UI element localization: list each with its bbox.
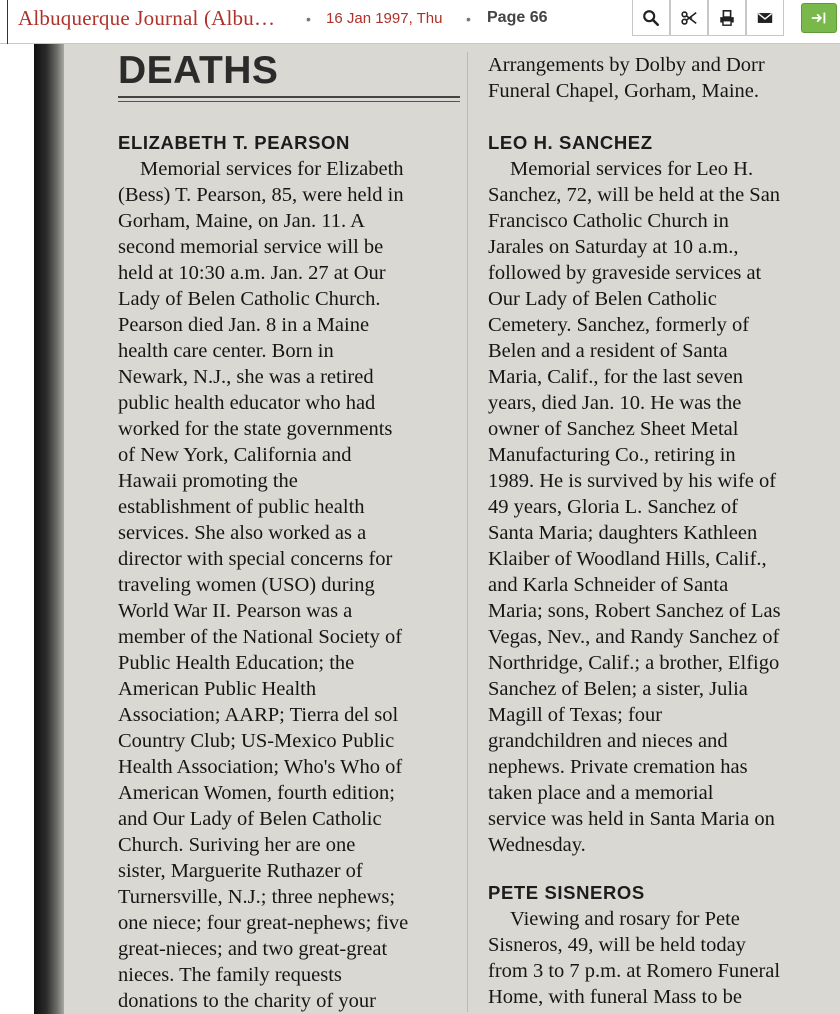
text-line: Gorham, Maine, on Jan. 11. A bbox=[118, 210, 365, 232]
text-line: Public Health Education; the bbox=[118, 652, 355, 674]
text-line: Sisneros, 49, will be held today bbox=[488, 934, 746, 956]
text-line: Sanchez, 72, will be held at the San bbox=[488, 184, 781, 206]
text-line: traveling women (USO) during bbox=[118, 574, 375, 596]
text-line: 49 years, Gloria L. Sanchez of bbox=[488, 496, 738, 518]
page-number[interactable]: Page 66 bbox=[487, 9, 548, 26]
text-line: World War II. Pearson was a bbox=[118, 600, 353, 622]
obituary-pearson bbox=[118, 130, 464, 1014]
expand-icon bbox=[810, 9, 828, 27]
text-line: Lady of Belen Catholic Church. bbox=[118, 288, 381, 310]
text-line: public health educator who had bbox=[118, 392, 376, 414]
text-line: Health Association; Who's Who of bbox=[118, 756, 403, 778]
newspaper-page[interactable] bbox=[34, 44, 840, 1014]
page-gutter bbox=[34, 44, 64, 1014]
obituary-heading: LEO H. SANCHEZ bbox=[488, 132, 653, 153]
text-line: nieces. The family requests bbox=[118, 964, 342, 986]
issue-date[interactable]: 16 Jan 1997, Thu bbox=[326, 10, 443, 27]
text-line: Hawaii promoting the bbox=[118, 470, 298, 492]
text-line: donations to the charity of your bbox=[118, 990, 376, 1012]
text-line: of New York, California and bbox=[118, 444, 352, 466]
text-line: Wednesday. bbox=[488, 834, 586, 856]
text-line: taken place and a memorial bbox=[488, 782, 714, 804]
text-line: member of the National Society of bbox=[118, 626, 403, 648]
text-line: Viewing and rosary for Pete bbox=[510, 908, 740, 930]
clip-icon bbox=[680, 9, 698, 27]
text-line: grandchildren and nieces and bbox=[488, 730, 728, 752]
text-line: Home, with funeral Mass to be bbox=[488, 986, 742, 1008]
text-line: years, died Jan. 10. He was the bbox=[488, 392, 742, 414]
toolbar-edge bbox=[7, 0, 8, 44]
text-line: Association; AARP; Tierra del sol bbox=[118, 704, 399, 726]
mail-icon bbox=[756, 9, 774, 27]
text-line: Pearson died Jan. 8 in a Maine bbox=[118, 314, 370, 336]
obituary-heading: PETE SISNEROS bbox=[488, 882, 645, 903]
text-line: Maria; sons, Robert Sanchez of Las bbox=[488, 600, 781, 622]
text-line: Country Club; US-Mexico Public bbox=[118, 730, 395, 752]
separator-dot: • bbox=[306, 11, 311, 27]
title-rule bbox=[118, 96, 460, 98]
text-line: establishment of public health bbox=[118, 496, 365, 518]
separator-dot: • bbox=[466, 11, 471, 27]
text-line: nephews. Private cremation has bbox=[488, 756, 748, 778]
text-line: Klaiber of Woodland Hills, Calif., bbox=[488, 548, 767, 570]
text-line: Our Lady of Belen Catholic bbox=[488, 288, 717, 310]
print-button[interactable] bbox=[708, 0, 746, 36]
obituary-continuation bbox=[488, 52, 838, 104]
text-line: services. She also worked as a bbox=[118, 522, 367, 544]
title-rule-thin bbox=[118, 101, 460, 102]
text-line: Funeral Chapel, Gorham, Maine. bbox=[488, 80, 759, 102]
section-title: DEATHS bbox=[118, 49, 279, 92]
clip-button[interactable] bbox=[670, 0, 708, 36]
text-line: Church. Suriving her are one bbox=[118, 834, 356, 856]
text-line: Arrangements by Dolby and Dorr bbox=[488, 54, 765, 76]
text-line: (Bess) T. Pearson, 85, were held in bbox=[118, 184, 404, 206]
text-line: Manufacturing Co., retiring in bbox=[488, 444, 736, 466]
text-line: Cemetery. Sanchez, formerly of bbox=[488, 314, 750, 336]
text-line: Maria, Calif., for the last seven bbox=[488, 366, 744, 388]
text-line: sister, Marguerite Ruthazer of bbox=[118, 860, 363, 882]
text-line: Jarales on Saturday at 10 a.m., bbox=[488, 236, 739, 258]
text-line: followed by graveside services at bbox=[488, 262, 762, 284]
text-line: Newark, N.J., she was a retired bbox=[118, 366, 374, 388]
search-icon bbox=[642, 9, 660, 27]
text-line: one niece; four great-nephews; five bbox=[118, 912, 409, 934]
text-line: director with special concerns for bbox=[118, 548, 393, 570]
text-line: worked for the state governments bbox=[118, 418, 393, 440]
text-line: held at 10:30 a.m. Jan. 27 at Our bbox=[118, 262, 386, 284]
text-line: service was held in Santa Maria on bbox=[488, 808, 775, 830]
text-line: Memorial services for Leo H. bbox=[510, 158, 754, 180]
text-line: and Our Lady of Belen Catholic bbox=[118, 808, 382, 830]
text-line: Memorial services for Elizabeth bbox=[140, 158, 404, 180]
text-line: 1989. He is survived by his wife of bbox=[488, 470, 777, 492]
column-divider bbox=[467, 52, 468, 1012]
text-line: great-nieces; and two great-great bbox=[118, 938, 388, 960]
text-line: Belen and a resident of Santa bbox=[488, 340, 728, 362]
text-line: health care center. Born in bbox=[118, 340, 334, 362]
text-line: American Public Health bbox=[118, 678, 317, 700]
publication-title[interactable]: Albuquerque Journal (Albu… bbox=[18, 6, 276, 30]
text-line: second memorial service will be bbox=[118, 236, 384, 258]
text-line: American Women, fourth edition; bbox=[118, 782, 395, 804]
toolbar bbox=[0, 0, 840, 44]
print-icon bbox=[718, 9, 736, 27]
text-line: and Karla Schneider of Santa bbox=[488, 574, 729, 596]
text-line: Northridge, Calif.; a brother, Elfigo bbox=[488, 652, 780, 674]
search-button[interactable] bbox=[632, 0, 670, 36]
obituary-sisneros bbox=[488, 880, 838, 1010]
text-line: Francisco Catholic Church in bbox=[488, 210, 729, 232]
text-line: Magill of Texas; four bbox=[488, 704, 663, 726]
email-button[interactable] bbox=[746, 0, 784, 36]
obituary-heading: ELIZABETH T. PEARSON bbox=[118, 132, 350, 153]
text-line: Turnersville, N.J.; three nephews; bbox=[118, 886, 396, 908]
obituary-sanchez bbox=[488, 130, 838, 858]
text-line: owner of Sanchez Sheet Metal bbox=[488, 418, 739, 440]
text-line: Vegas, Nev., and Randy Sanchez of bbox=[488, 626, 780, 648]
text-line: Santa Maria; daughters Kathleen bbox=[488, 522, 758, 544]
expand-button[interactable] bbox=[801, 3, 837, 33]
text-line: from 3 to 7 p.m. at Romero Funeral bbox=[488, 960, 781, 982]
text-line: Sanchez of Belen; a sister, Julia bbox=[488, 678, 748, 700]
